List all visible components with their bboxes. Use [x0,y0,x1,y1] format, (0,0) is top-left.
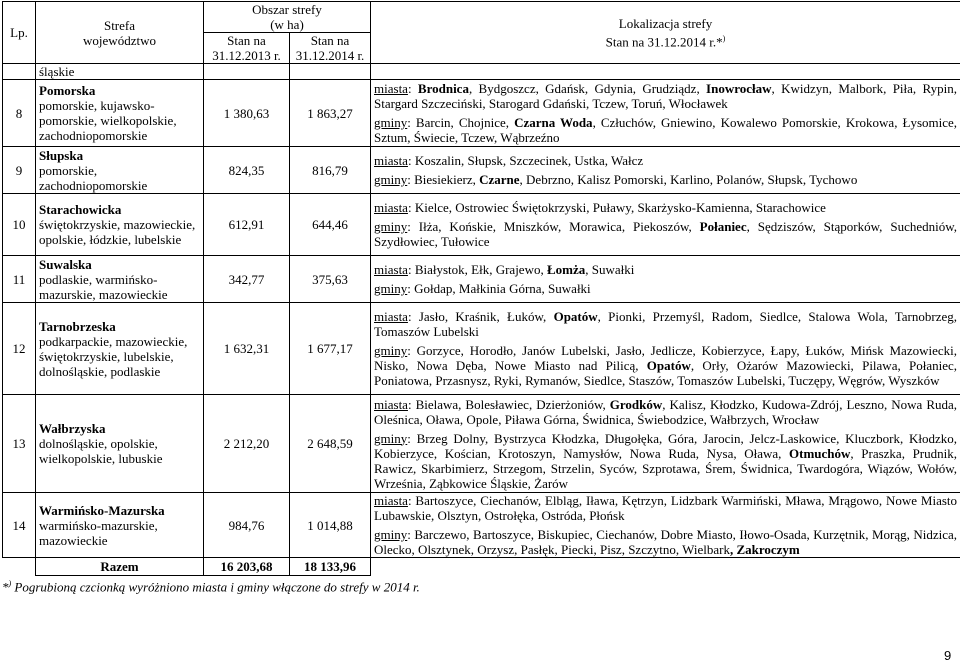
total-row [3,558,960,576]
zone-voivodeships: pomorskie, kujawsko-pomorskie, wielkopolskie, zachodniopomorskie [39,98,177,143]
location-label: miasta [374,493,408,508]
zone-name: Warmińsko-Mazurska [39,502,165,518]
location-miasta [374,397,957,427]
zone-name: Pomorska [39,83,96,98]
location-text: : Kielce, Ostrowiec Świętokrzyski, Puławy, Skarżysko-Kamienna, Starachowice [407,200,826,215]
location-text: , Praszka, Prudnik, Rawicz, Skarbimierz, Strzegom, Strzelin, Syców, Szprotawa, Śrem, Świdnica, Twardogóra, Wiązów, Wołów, Września, Ząbkowice Śląskie, Żarów [374,445,958,491]
zone-location [371,493,960,558]
zone-voivodeships: dolnośląskie, opolskie, wielkopolskie, lubuskie [39,436,163,466]
zone-strefa [36,493,204,558]
zone-voivodeships: pomorskie, zachodniopomorskie [39,162,148,193]
location-miasta [374,153,957,168]
zone-area-2014: 1 677,17 [290,303,371,395]
zone-lp: 12 [3,303,36,395]
zone-strefa [36,256,204,303]
zone-row [3,395,960,493]
header-lok-title: Lokalizacja strefy [618,15,713,31]
zone-lp: 11 [3,256,36,303]
zone-lp: 10 [3,194,36,256]
zone-lp: 14 [3,493,36,558]
location-new-place: Czarne [479,172,520,187]
location-text: , Sędziszów, Stąporków, Suchedniów, Szydłowiec, Tułowice [374,219,958,249]
total-label: Razem [36,558,204,576]
location-text: , Suwałki [585,262,635,277]
header-lok-sup: ) [722,33,726,43]
zone-voivodeships: podkarpackie, mazowieckie, świętokrzyskie, lubelskie, dolnośląskie, podlaskie [39,333,188,379]
header-strefa [36,2,204,64]
location-new-place: , Zakroczym [729,542,800,557]
location-label: miasta [374,396,408,412]
zone-location [371,303,960,395]
zone-area-2013: 1 380,63 [204,80,290,147]
location-gminy [374,431,957,491]
zone-lp: 8 [3,80,36,147]
zone-name: Starachowicka [39,202,122,217]
location-text: : Bielawa, Bolesławiec, Dzierżoniów, [407,396,610,412]
header-lp: Lp. [3,2,36,64]
location-label: miasta [374,309,408,324]
zone-area-2013: 342,77 [204,256,290,303]
zone-row [3,147,960,194]
location-gminy [374,172,957,187]
zone-area-2014: 1 014,88 [290,493,371,558]
location-new-place: Grodków [609,396,663,412]
location-new-place: Otmuchów [789,445,851,461]
header-obszar [204,2,371,33]
zone-lp: 9 [3,147,36,194]
zone-name: Suwalska [39,256,92,272]
zone-area-2013: 1 632,31 [204,303,290,395]
location-label: miasta [374,81,408,96]
location-label: miasta [374,262,408,277]
location-miasta [374,493,957,523]
location-text: : Bartoszyce, Ciechanów, Elbląg, Iława, Kętrzyn, Lidzbark Warmiński, Mława, Mrągowo, Nowe Miasto Lubawskie, Olsztyn, Ostrołęka, Ostróda, Płońsk [374,493,958,523]
zone-area-2013: 2 212,20 [204,395,290,493]
zone-row [3,194,960,256]
location-text: : Gorzyce, Horodło, Janów Lubelski, Jasło, Jedlicze, Kobierzyce, Łapy, Łuków, Mińsk Mazowiecki, Nisko, Nowa Dęba, Nowe Miasto nad Pilicą, [374,343,958,373]
location-label: miasta [374,200,408,215]
zone-area-2014: 375,63 [290,256,371,303]
header-strefa-title: Strefa [103,17,136,33]
intro-lp [3,64,36,80]
location-text: : [407,81,418,96]
location-new-place: Czarna Woda [514,115,593,130]
location-new-place: Połaniec [699,219,747,234]
location-label: gminy [374,430,408,446]
zone-location [371,256,960,303]
location-gminy [374,115,957,145]
location-label: gminy [374,281,408,296]
location-miasta [374,81,957,111]
location-gminy [374,343,957,388]
location-text: : Barczewo, Bartoszyce, Biskupiec, Ciechanów, Dobre Miasto, Iłowo-Osada, Kurzętnik, Morąg, Nidzica, Olecko, Olsztynek, Orzysz, Pasłęk, Piecki, Pisz, Szczytno, Wielbark [374,527,958,557]
location-text: : Iłża, Końskie, Mniszków, Morawica, Piekoszów, [407,219,700,234]
location-text: : Gołdap, Małkinia Górna, Suwałki [407,281,591,296]
location-new-place: Łomża [546,262,586,277]
zone-strefa [36,395,204,493]
location-new-place: Inowrocław [706,81,772,96]
zone-row [3,303,960,395]
header-lokalizacja [371,2,960,64]
location-gminy [374,527,957,557]
location-gminy [374,281,957,296]
zone-voivodeships: świętokrzyskie, mazowieckie, opolskie, łódzkie, lubelskie [39,217,196,247]
zone-voivodeships: podlaskie, warmińsko-mazurskie, mazowieckie [39,271,168,302]
location-text: , Kalisz, Kłodzko, Kudowa-Zdrój, Leszno, Nowa Ruda, Oleśnica, Oława, Opole, Piława Górna, Świdnica, Świebodzice, Wałbrzych, Wrocław [374,396,958,427]
zone-row [3,256,960,303]
zone-location [371,194,960,256]
location-text: : Brzeg Dolny, Bystrzyca Kłodzka, Długołęka, Góra, Jarocin, Jelcz-Laskowice, Kluczbork, Kłodzko, Kobierzyce, Kościan, Krotoszyn, Namysłów, Nowa Ruda, Nysa, Oława, [374,430,958,461]
location-text: , Człuchów, Gniewino, Kowalewo Pomorskie, Krokowa, Łysomice, Sztum, Świecie, Tczew, Wąbrzeźno [374,115,958,145]
footnote-mark: * [2,579,9,595]
zone-location [371,147,960,194]
location-text: : Koszalin, Słupsk, Szczecinek, Ustka, Wałcz [407,153,644,168]
header-obszar-unit: (w ha) [270,17,304,32]
location-text: , Bydgoszcz, Gdańsk, Gdynia, Grudziądz, [468,81,707,96]
intro-row [3,64,960,80]
zone-strefa [36,147,204,194]
location-label: miasta [374,153,408,168]
zone-area-2013: 824,35 [204,147,290,194]
zone-row [3,80,960,147]
zone-strefa [36,80,204,147]
location-label: gminy [374,172,408,187]
location-label: gminy [374,343,408,358]
zone-location [371,395,960,493]
intro-voivodeship: śląskie [36,64,204,80]
zone-strefa [36,303,204,395]
location-new-place: Opatów [646,358,691,373]
header-lok-sub: Stan na 31.12.2014 r.* [605,34,723,50]
location-label: gminy [374,527,408,542]
total-area-2014: 18 133,96 [290,558,371,576]
header-col-2014: Stan na 31.12.2014 r. [290,33,371,64]
zone-strefa [36,194,204,256]
zone-area-2014: 816,79 [290,147,371,194]
location-new-place: Brodnica [417,81,469,96]
zone-location [371,80,960,147]
footnote-sup: ) [8,579,12,588]
header-strefa-sub: województwo [83,32,156,48]
location-label: gminy [374,115,408,130]
location-text: , Kwidzyn, Malbork, Piła, Rypin, Stargard Szczeciński, Starogard Gdański, Tczew, Toruń, Włocławek [374,81,958,111]
footnote [2,579,420,595]
location-text: : Biesiekierz, [407,172,480,187]
location-miasta [374,262,957,277]
total-area-2013: 16 203,68 [204,558,290,576]
header-obszar-title: Obszar strefy [252,2,322,17]
zone-area-2013: 984,76 [204,493,290,558]
location-gminy [374,219,957,249]
location-text: : Białystok, Ełk, Grajewo, [407,262,547,277]
location-text: : Jasło, Kraśnik, Łuków, [407,309,554,324]
location-label: gminy [374,219,408,234]
zone-name: Wałbrzyska [39,421,106,436]
location-text: , Pionki, Przemyśl, Radom, Siedlce, Stalowa Wola, Tarnobrzeg, Tomaszów Lubelski [374,309,958,339]
zone-area-2013: 612,91 [204,194,290,256]
zone-lp: 13 [3,395,36,493]
zone-name: Tarnobrzeska [39,318,116,334]
zone-area-2014: 1 863,27 [290,80,371,147]
zone-area-2014: 2 648,59 [290,395,371,493]
location-new-place: Opatów [553,309,598,324]
location-text: , Debrzno, Kalisz Pomorski, Karlino, Polanów, Słupsk, Tychowo [519,172,858,187]
location-text: , Orły, Ożarów Mazowiecki, Pilawa, Połaniec, Poniatowa, Przasnysz, Ryki, Rymanów, Siedlce, Staszów, Tomaszów Lubelski, Tuczępy, Węgrów, Wyszków [374,358,958,388]
location-miasta [374,309,957,339]
footnote-text: Pogrubioną czcionką wyróżniono miasta i gminy włączone do strefy w 2014 r. [11,579,420,595]
zones-table [2,1,960,576]
location-text: : Barcin, Chojnice, [407,115,515,130]
zone-row [3,493,960,558]
zone-area-2014: 644,46 [290,194,371,256]
zone-voivodeships: warmińsko-mazurskie, mazowieckie [39,517,158,548]
zone-name: Słupska [39,147,84,163]
header-col-2013: Stan na 31.12.2013 r. [204,33,290,64]
page-number: 9 [944,648,952,663]
header-lok-sub-wrap [374,31,957,49]
location-miasta [374,200,957,215]
